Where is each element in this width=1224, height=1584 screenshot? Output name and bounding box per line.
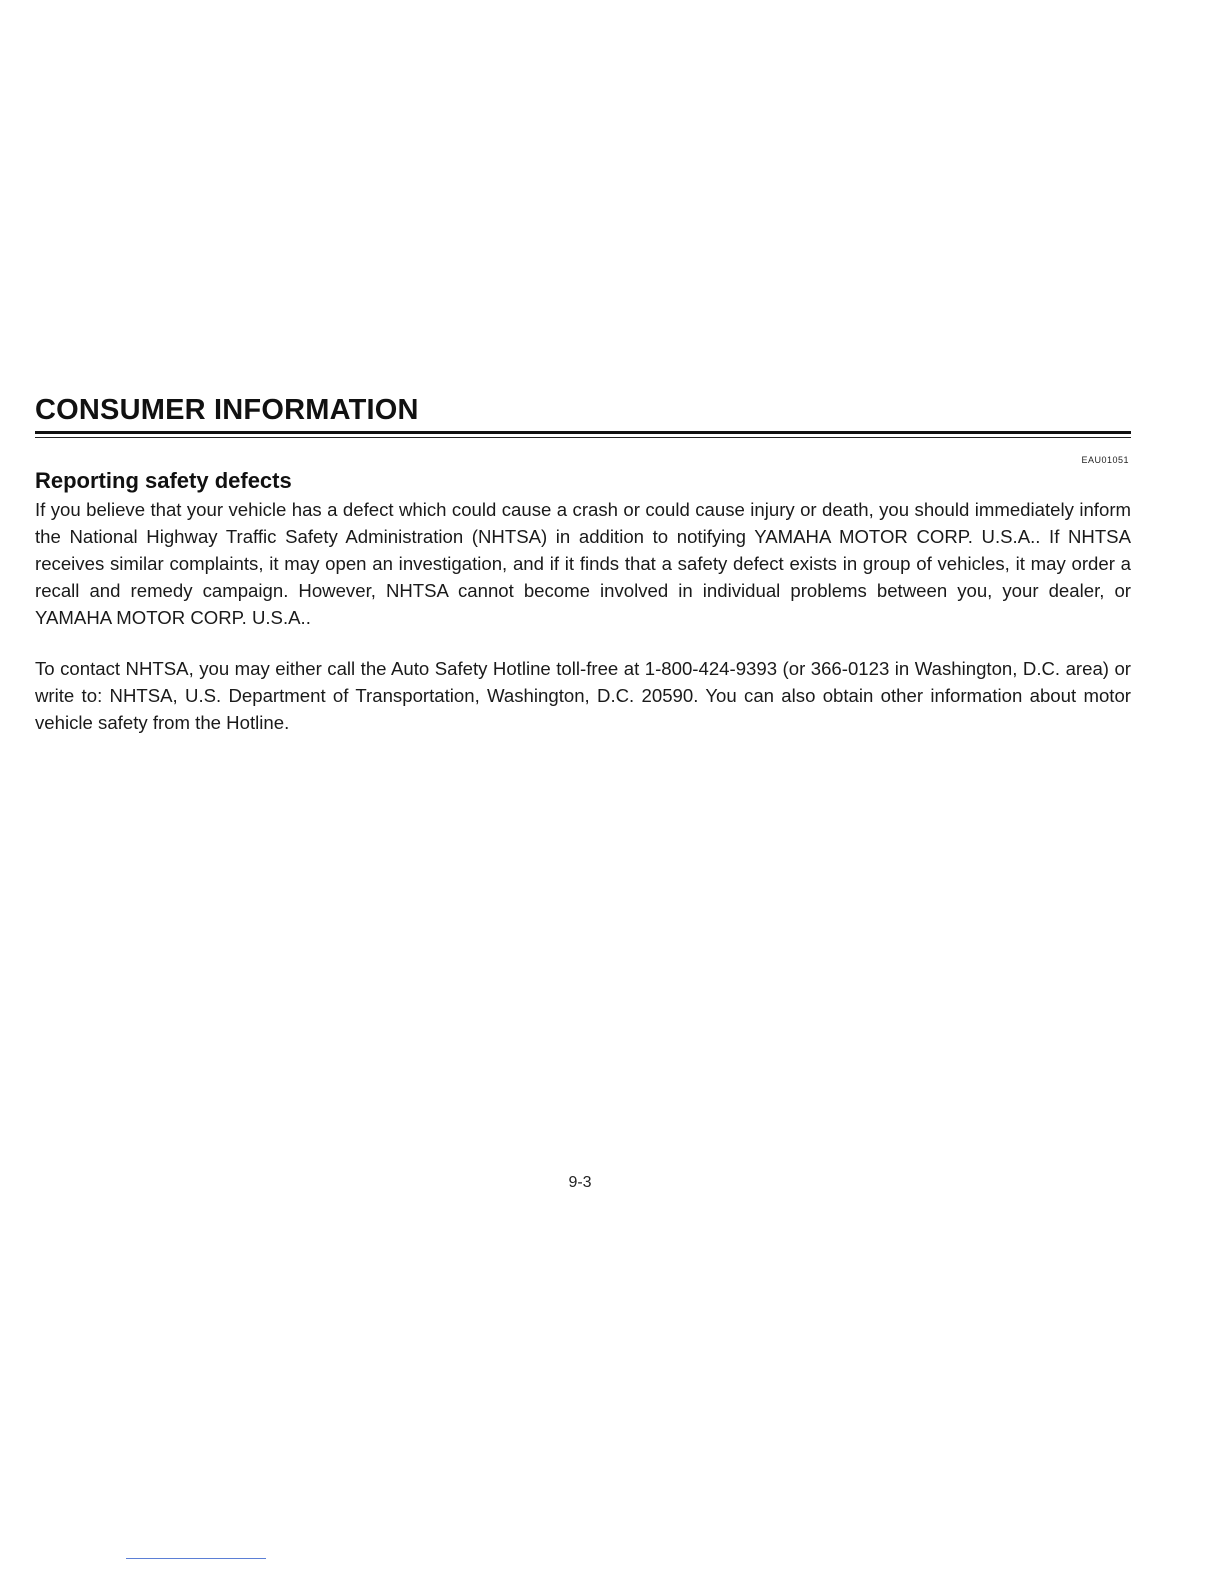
footer-divider <box>126 1558 266 1559</box>
page-title: CONSUMER INFORMATION <box>35 394 419 426</box>
paragraph-contact-nhtsa: To contact NHTSA, you may either call the Auto Safety Hotline toll-free at 1-800-424-9393 (or 366-0123 in Washington, D.C. area) or write to: NHTSA, U.S. Department of Transportation, Washington, D.C. 20590. You can also obtain other information about motor vehicle safety from the Hotline. <box>35 658 1131 733</box>
title-underline-thick <box>35 431 1131 434</box>
section-heading: Reporting safety defects <box>35 468 292 493</box>
page-number: 9-3 <box>568 1174 592 1191</box>
paragraph-reporting-defects: If you believe that your vehicle has a defect which could cause a crash or could cause injury or death, you should immediately inform the National Highway Traffic Safety Administration (NHTSA) in addition to notifying YAMAHA MOTOR CORP. U.S.A.. If NHTSA receives similar complaints, it may open an investigation, and if it finds that a safety defect exists in group of vehicles, it may order a recall and remedy campaign. However, NHTSA cannot become involved in individual problems between you, your dealer, or YAMAHA MOTOR CORP. U.S.A.. <box>35 499 1131 628</box>
title-underline-thin <box>35 437 1131 438</box>
section-code: EAU01051 <box>1081 455 1129 465</box>
